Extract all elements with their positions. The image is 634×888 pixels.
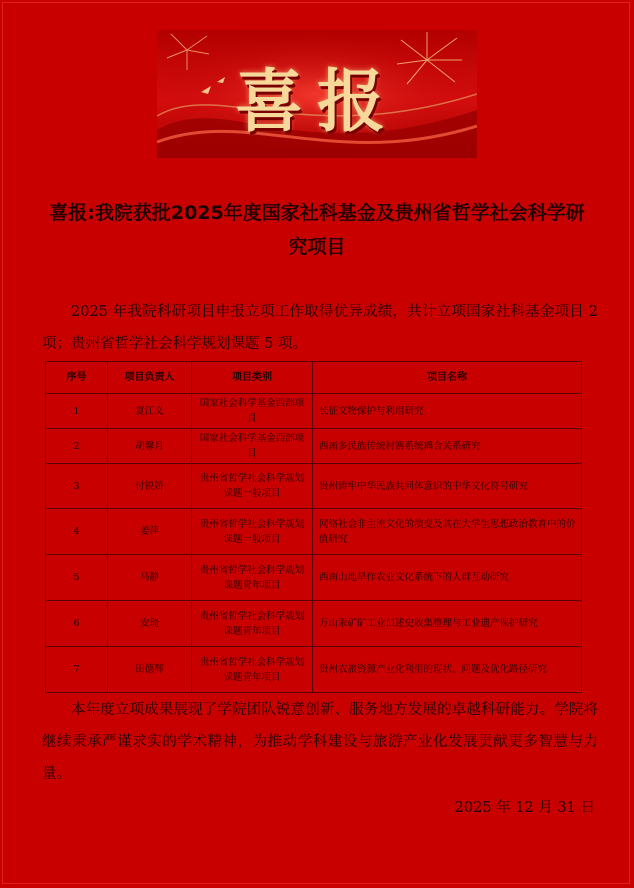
row-category: 国家社会科学基金西部项目 (192, 394, 313, 429)
row-category: 国家社会科学基金西部项目 (192, 429, 313, 464)
row-leader: 付锐娇 (108, 464, 192, 509)
row-index: 2 (46, 429, 108, 464)
row-project-name: 贵州农旅资源产业化利用的现状、问题及优化路径研究 (313, 647, 582, 693)
row-leader: 姜萍 (108, 509, 192, 555)
row-leader: 胡馨月 (108, 429, 192, 464)
row-project-name: 长征文物保护与利用研究 (313, 394, 582, 429)
row-category: 贵州省哲学社会科学规划课题青年项目 (192, 647, 313, 693)
row-index: 1 (46, 394, 108, 429)
row-index: 3 (46, 464, 108, 509)
table-row (46, 555, 582, 601)
column-header-leader: 项目负责人 (108, 362, 192, 394)
table-row (46, 509, 582, 555)
row-project-name: 贵州铸牢中华民族共同体意识的中华文化符号研究 (313, 464, 582, 509)
row-leader: 田德辉 (108, 647, 192, 693)
row-leader: 安琦 (108, 601, 192, 647)
row-project-name: 万山汞矿矿工业口述史收集整理与工业遗产保护研究 (313, 601, 582, 647)
row-category: 贵州省哲学社会科学规划课题青年项目 (192, 601, 313, 647)
publish-date: 2025 年 12 月 31 日 (454, 800, 595, 816)
row-project-name: 西南多民族传统村寨系统耦合关系研究 (313, 429, 582, 464)
table-row (46, 394, 582, 429)
banner-title: 喜报 (234, 62, 399, 142)
row-category: 贵州省哲学社会科学规划课题一般项目 (192, 509, 313, 555)
project-table (45, 361, 582, 693)
page-title: 喜报:我院获批2025年度国家社科基金及贵州省哲学社会科学研究项目 (49, 202, 585, 258)
closing-paragraph: 本年度立项成果展现了学院团队锐意创新、服务地方发展的卓越科研能力。学院将继续秉承严谨求实的学术精神，为推动学科建设与旅游产业化发展贡献更多智慧与力量。 (42, 702, 598, 782)
column-header-index: 序号 (46, 362, 108, 394)
row-category: 贵州省哲学社会科学规划课题一般项目 (192, 464, 313, 509)
row-index: 4 (46, 509, 108, 555)
announcement-banner (157, 30, 477, 158)
column-header-category: 项目类别 (192, 362, 313, 394)
row-category: 贵州省哲学社会科学规划课题青年项目 (192, 555, 313, 601)
intro-paragraph: 2025 年我院科研项目申报立项工作取得优异成绩，共计立项国家社科基金项目 2 项；贵州省哲学社会科学规划课题 5 项。 (42, 304, 598, 352)
row-index: 6 (46, 601, 108, 647)
row-leader: 马静 (108, 555, 192, 601)
row-leader: 夏江义 (108, 394, 192, 429)
table-row (46, 601, 582, 647)
row-index: 7 (46, 647, 108, 693)
table-row (46, 647, 582, 693)
table-row (46, 429, 582, 464)
table-row (46, 464, 582, 509)
row-project-name: 网络社会非主流文化的演变及其在大学生思想政治教育中的价值研究 (313, 509, 582, 555)
column-header-project-name: 项目名称 (313, 362, 582, 394)
row-index: 5 (46, 555, 108, 601)
table-header-row (46, 362, 582, 394)
row-project-name: 西南山地旱作农业文化系统下的人群互动研究 (313, 555, 582, 601)
